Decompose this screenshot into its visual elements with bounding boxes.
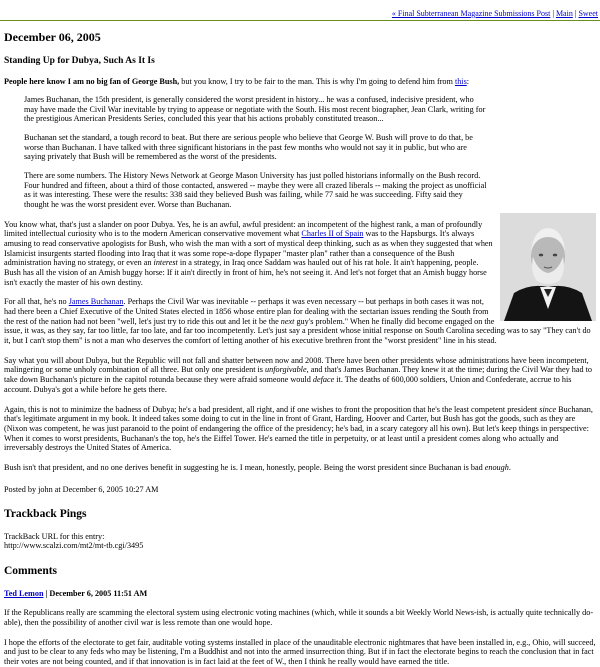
prev-entry-link[interactable]: « Final Subterranean Magazine Submissions Post: [391, 9, 551, 18]
trackback-heading: Trackback Pings: [4, 508, 87, 521]
entry-content: [0, 30, 600, 667]
intro-end: :: [466, 77, 470, 87]
emphasis: interest: [153, 258, 178, 268]
comments-heading: Comments: [4, 565, 58, 578]
comment-body: I hope the efforts of the electorate to get fair, auditable voting systems installed in place of the unauditable electronic nightmares that have been installed in, e.g., Ohio, will succeed, and just to be clear to any feds who may be listening, I'm a Buddhist and not into the armed insurrection thing. But if in fact the electorate begins to reach the conclusion that in fact their votes are not being counted, and if that innovation is in fact laid at the feet of W., then I think he really would have earned the title.: [4, 637, 596, 667]
text-run: Say what you will about Dubya, but the Republic will not fall and shatter between now and 2008. There have been other presidents whose administrations have been incompetent, malingering or some unholy combination of all three. But only one president is: [4, 355, 589, 375]
text-run: Again, this is not to minimize the badness of Dubya; he's a bad president, all right, and if one wishes to front the proposition that he's the least competent president: [4, 404, 540, 414]
text-run: You know what, that's just a slander on poor Dubya. Yes, he is an awful, awful president: an incompetent of the highest rank, a man of profoundly limited intellectual curiosity who is to the modern American conservative movement what: [4, 219, 483, 239]
comment-author-link[interactable]: Ted Lemon: [4, 588, 44, 598]
top-navigation: [0, 0, 600, 21]
body-paragraph: [4, 405, 596, 453]
body-paragraph: [4, 463, 596, 473]
quote-paragraph: James Buchanan, the 15th president, is generally considered the worst president in history... he was a confused, indecisive president, who may have made the Civil War inevitable by trying to appease or negotiate with the South. His most recent biographer, Jean Clark, writing for the prestigious American Presidents Series, concluded this year that his actions probably constituted treason...: [24, 95, 486, 124]
trackback-url: http://www.scalzi.com/mt2/mt-tb.cgi/3495: [4, 541, 144, 551]
text-run: in a strategy, in Iraq once Saddam was hauled out of his rat hole. It ain't happening, people. Bush has all the vision of an Amish buggy horse: If it ain't directly in front of him, he's not seeing it. And let's not forget that an Amish buggy horse isn't exactly the master of his own destiny.: [4, 258, 487, 287]
emphasis: unforgivable: [265, 365, 307, 375]
nav-links: [392, 9, 598, 18]
trackback-label: TrackBack URL for this entry:: [4, 531, 105, 541]
posted-by-line: Posted by john at December 6, 2005 10:27 AM: [4, 484, 159, 494]
text-run: .: [508, 462, 511, 472]
emphasis: deface: [312, 375, 335, 385]
comment-header: [4, 589, 596, 599]
text-run: . Perhaps the Civil War was inevitable -- perhaps it was even necessary -- but perhaps in both cases it was not, had there been a Chief Executive of the United States elected in 1856 whose entire plan for dealing with the sectarian issues rending the South from the rest of the nation had not been "well, let's just try to ride this out and let it be the: [4, 297, 489, 326]
emphasis: next: [280, 316, 295, 326]
buchanan-portrait: [500, 213, 596, 321]
quote-paragraph: There are some numbers. The History News Network at George Mason University has just polled historians informally on the Bush record. Four hundred and fifteen, about a third of those contacted, answered -- maybe they were all crazed liberals -- making the project as unofficial as it was interesting. These were the results: 338 said they believed Bush was failing, while 77 said he was succeeding. Fifty said they thought he was the worst president ever. Worse than Buchanan.: [24, 171, 487, 210]
entry-title: Standing Up for Dubya, Such As It Is: [4, 56, 155, 67]
comment-body: If the Republicans really are scamming the electoral system using electronic voting machines (which, while it sounds a bit Weekly World News-ish, is actually quite technically do-able), then the possibility of another civil war is less remote than one would hope.: [4, 608, 594, 628]
emphasis: enough: [484, 462, 509, 472]
nav-separator: |: [572, 9, 579, 18]
text-run: Buchanan, that's legitimate argument in my book. It indeed takes some doing to cut in the line in front of Grant, Harding, Hoover and Carter, but Bush has got the goods, such as they are (Nixon was competent, he was just paranoid to the point of endangering the office of the presidency; he's bad, in a scary category all his own). But let's keep things in perspective: When it comes to worst presidents, Buchanan's the top, he's the Eiffel Tower. He's earned the title in perpetuity, or at least until a president comes along who actually and irreversably destroys the United States of America.: [4, 404, 593, 453]
intro-bold: People here know I am no big fan of George Bush,: [4, 77, 180, 87]
trackback-info: [4, 532, 596, 551]
quote-paragraph: Buchanan set the standard, a tough record to beat. But there are serious people who believe that George W. Bush will prove to do that, be worse than Buchanan. I have talked with three significant historians in the past few months who would not say it in public, but who are saying privately that Bush will be remembered as the worst of the presidents.: [24, 133, 473, 162]
text-run: For all that, he's no: [4, 297, 69, 307]
next-entry-link[interactable]: Sweet: [578, 9, 598, 18]
emphasis: since: [539, 404, 557, 414]
text-run: , and that's James Buchanan. They knew it at the time; during the Civil War they had to take down Buchanan's picture in the capitol rotunda because they were afraid someone would: [4, 365, 593, 385]
source-link[interactable]: this: [454, 77, 467, 87]
james-buchanan-link[interactable]: James Buchanan: [68, 297, 124, 307]
main-link[interactable]: Main: [555, 9, 573, 18]
intro-text: but you know, I try to be fair to the man. This is why I'm going to defend him from: [179, 77, 455, 87]
text-run: Bush isn't that president, and no one derives benefit in suggesting he is. I mean, honestly, people. Being the worst president since Buchanan is bad: [4, 462, 485, 472]
text-run: guy's problem." When he finally did become engaged on the issue, it was, as they say, far too little, far too late, and far too incompetently. Let's just say a president whose initial response on South Carolina seceding was to say "They can't do it, but I can't stop them" is not a man who deserves the comfort of letting another of his executive brethren front the "worst president" line in his stead.: [4, 316, 591, 346]
nav-separator: |: [550, 9, 556, 18]
intro-paragraph: [4, 77, 596, 87]
portrait-photo-icon: [500, 213, 596, 321]
entry-date: December 06, 2005: [4, 30, 101, 44]
comment-date: | December 6, 2005 11:51 AM: [43, 588, 148, 598]
quoted-article: [24, 95, 488, 210]
charles-ii-link[interactable]: Charles II of Spain: [301, 229, 364, 239]
text-run: it. The deaths of 600,000 soldiers, Union and Confederate, accrue to his account. Dubya's got a while before he gets there.: [4, 375, 572, 394]
text-run: was to the Hapsburgs. It's always amusing to read conservative apologists for Bush, who wish the man with a sort of mystical deep thinking, such as as when they suggested that when Islamicist insurgents started flooding into Iraq that it was some rope-a-dope flypaper "master plan" rather than a consequence of the Bush administration having no strategy, or even an: [4, 229, 493, 268]
body-paragraph: [4, 356, 596, 395]
